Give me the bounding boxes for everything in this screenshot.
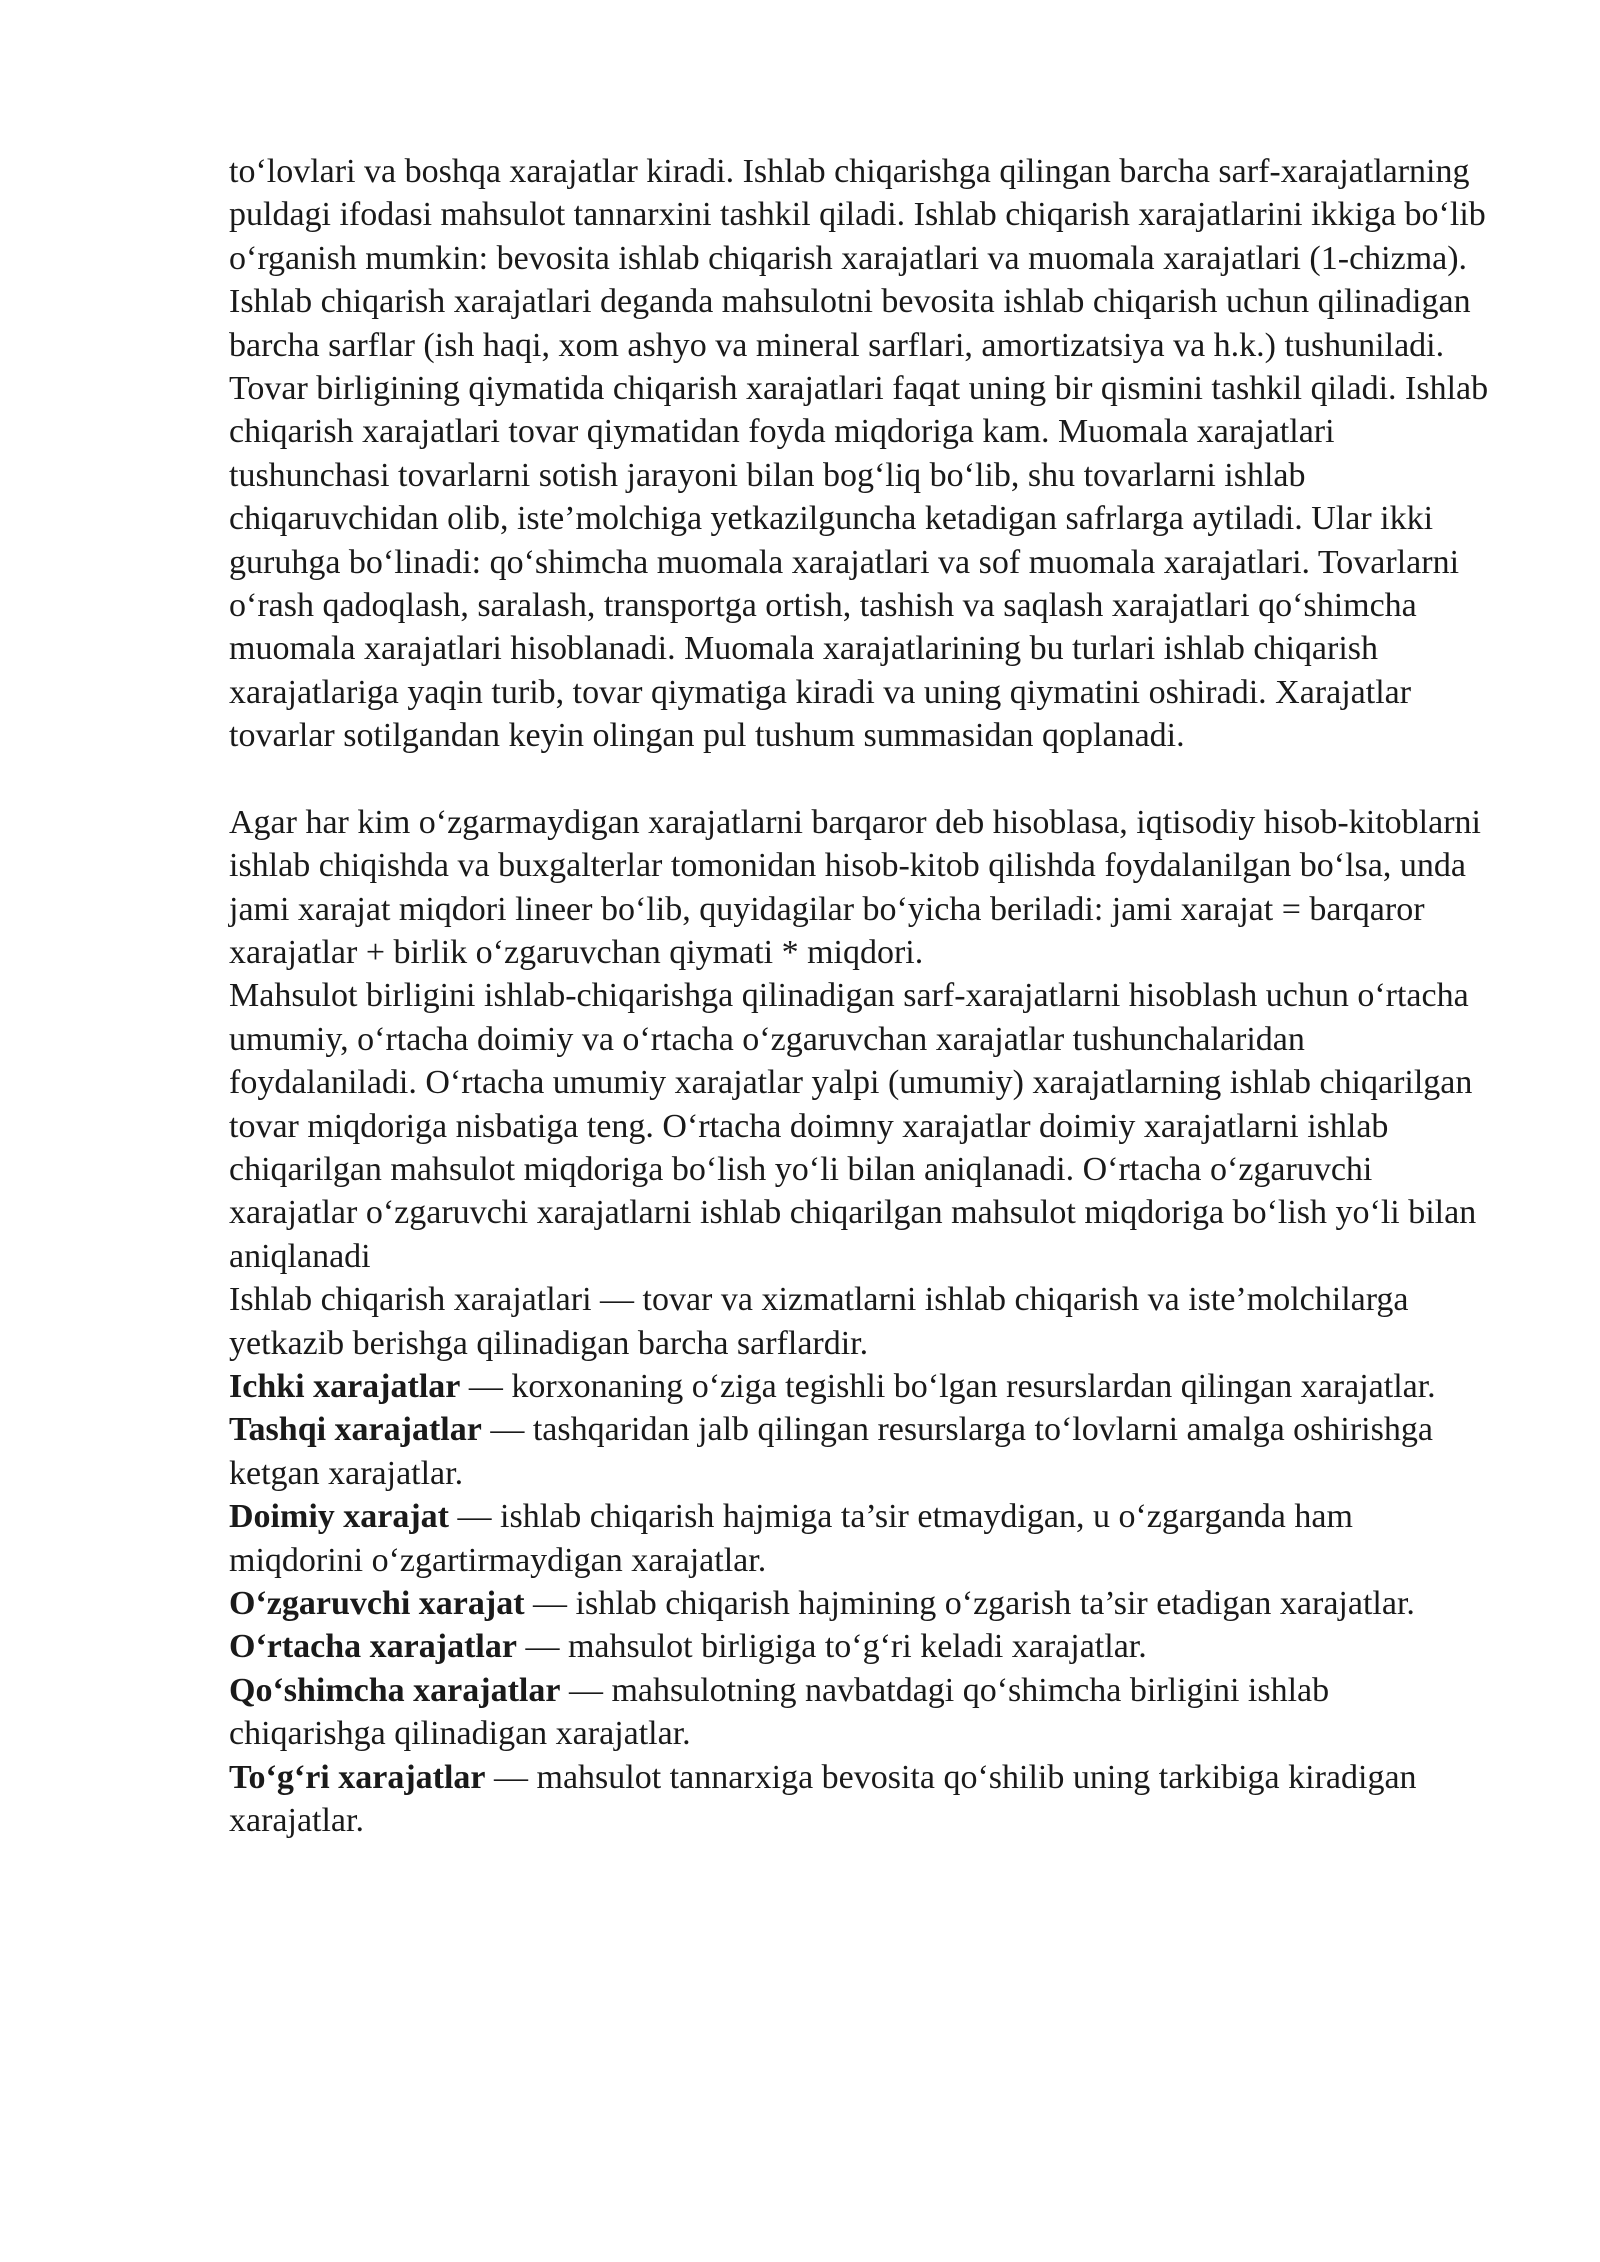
definition-text: — mahsulot tannarxiga bevosita qo‘shilib uning tarkibiga kiradigan xarajatlar. — [229, 1758, 1417, 1840]
paragraph-production-costs-definition: Ishlab chiqarish xarajatlari — tovar va xizmatlarni ishlab chiqarish va iste’molchilarga yetkazib berishga qilinadigan barcha sarflardir. — [229, 1281, 1409, 1362]
paragraph-spacer — [229, 758, 1489, 801]
definition-text: — ishlab chiqarish hajmiga ta’sir etmaydigan, u o‘zgarganda ham miqdorini o‘zgartirmaydigan xarajatlar. — [229, 1498, 1353, 1579]
definition-text: — tashqaridan jalb qilingan resurslarga to‘lovlarni amalga oshirishga ketgan xarajatlar. — [229, 1411, 1433, 1492]
definition-marginal-costs — [229, 1669, 1489, 1756]
definition-internal-costs — [229, 1365, 1489, 1408]
definition-text: — mahsulotning navbatdagi qo‘shimcha birligini ishlab chiqarishga qilinadigan xarajatlar. — [229, 1671, 1330, 1753]
definition-term: O‘zgaruvchi xarajat — [229, 1585, 525, 1622]
paragraph-production-costs: to‘lovlari va boshqa xarajatlar kiradi. Ishlab chiqarishga qilingan barcha sarf-xarajatlarning puldagi ifodasi mahsulot tannarxini tashkil qiladi. Ishlab chiqarish xarajatlarini ikkiga bo‘lib o‘rganish mumkin: bevosita ishlab chiqarish xarajatlari va muomala xarajatlari (1-chizma). Ishlab chiqarish xarajatlari deganda mahsulotni bevosita ishlab chiqarish uchun qilinadigan barcha sarflar (ish haqi, xom ashyo va mineral sarflari, amortizatsiya va h.k.) tushuniladi. Tovar birligining qiymatida chiqarish xarajatlari faqat uning bir qismini tashkil qiladi. Ishlab chiqarish xarajatlari tovar qiymatidan foyda miqdoriga kam. Muomala xarajatlari tushunchasi tovarlarni sotish jarayoni bilan bog‘liq bo‘lib, shu tovarlarni ishlab chiqaruvchidan olib, iste’molchiga yetkazilguncha ketadigan safrlarga aytiladi. Ular ikki guruhga bo‘linadi: qo‘shimcha muomala xarajatlari va sof muomala xarajatlari. Tovarlarni o‘rash qadoqlash, saralash, transportga ortish, tashish va saqlash xarajatlari qo‘shimcha muomala xarajatlari hisoblanadi. Muomala xarajatlarining bu turlari ishlab chiqarish xarajatlariga yaqin turib, tovar qiymatiga kiradi va uning qiymatini oshiradi. Xarajatlar tovarlar sotilgandan keyin olingan pul tushum summasidan qoplanadi. — [229, 153, 1489, 755]
definition-text: — korxonaning o‘ziga tegishli bo‘lgan resurslardan qilingan xarajatlar. — [460, 1367, 1436, 1405]
definition-variable-cost — [229, 1582, 1489, 1625]
definition-term: Doimiy xarajat — [229, 1498, 450, 1536]
definition-term: O‘rtacha xarajatlar — [229, 1628, 517, 1666]
definition-term: To‘g‘ri xarajatlar — [229, 1758, 486, 1796]
definition-term: Ichki xarajatlar — [229, 1367, 461, 1405]
definition-average-costs — [229, 1625, 1489, 1668]
definition-text: — ishlab chiqarish hajmining o‘zgarish ta’sir etadigan xarajatlar. — [524, 1585, 1415, 1622]
document-body — [229, 150, 1489, 1842]
definition-external-costs — [229, 1408, 1489, 1495]
paragraph-total-cost-formula: Agar har kim o‘zgarmaydigan xarajatlarni barqaror deb hisoblasa, iqtisodiy hisob-kitoblarni ishlab chiqishda va buxgalterlar tomonidan hisob-kitob qilishda foydalanilgan bo‘lsa, unda jami xarajat miqdori lineer bo‘lib, quyidagilar bo‘yicha beriladi: jami xarajat = barqaror xarajatlar + birlik o‘zgaruvchan qiymati * miqdori. — [229, 803, 1481, 971]
definition-direct-costs — [229, 1756, 1489, 1843]
definition-fixed-cost — [229, 1495, 1489, 1582]
paragraph-average-costs: Mahsulot birligini ishlab-chiqarishga qilinadigan sarf-xarajatlarni hisoblash uchun o‘rtacha umumiy, o‘rtacha doimiy va o‘rtacha o‘zgaruvchan xarajatlar tushunchalaridan foydalaniladi. O‘rtacha umumiy xarajatlar yalpi (umumiy) xarajatlarning ishlab chiqarilgan tovar miqdoriga nisbatiga teng. O‘rtacha doimny xarajatlar doimiy xarajatlarni ishlab chiqarilgan mahsulot miqdoriga bo‘lish yo‘li bilan aniqlanadi. O‘rtacha o‘zgaruvchi xarajatlar o‘zgaruvchi xarajatlarni ishlab chiqarilgan mahsulot miqdoriga bo‘lish yo‘li bilan aniqlanadi — [229, 977, 1477, 1275]
definition-term: Qo‘shimcha xarajatlar — [229, 1671, 561, 1709]
definition-term: Tashqi xarajatlar — [229, 1411, 482, 1449]
definition-text: — mahsulot birligiga to‘g‘ri keladi xarajatlar. — [516, 1628, 1147, 1666]
